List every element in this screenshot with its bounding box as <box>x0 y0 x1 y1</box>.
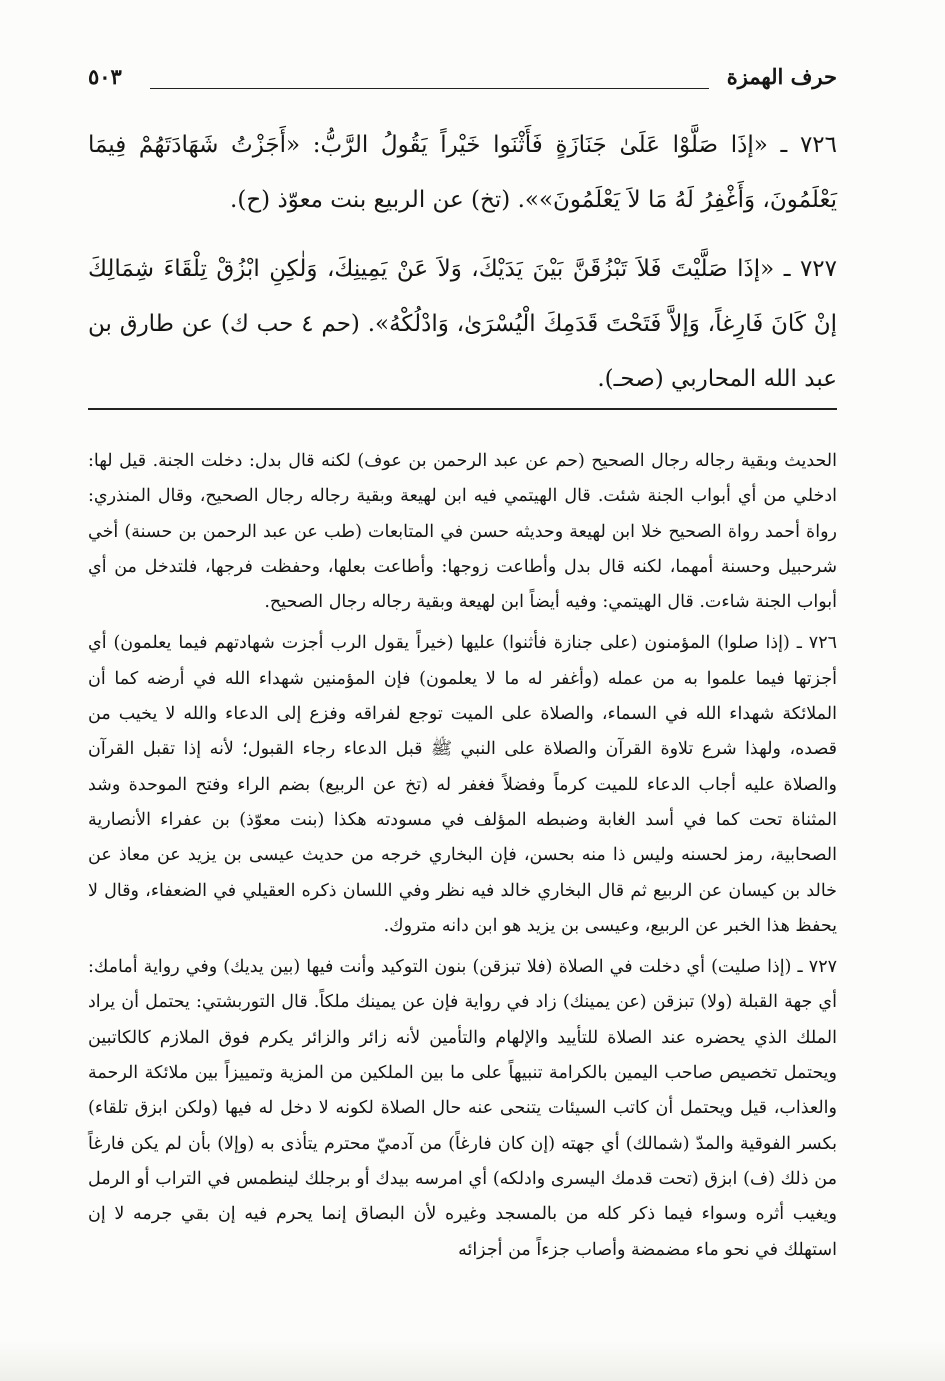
hadith-726: ٧٢٦ ـ «إذَا صَلَّوْا عَلَىٰ جَنَازَةٍ فَأَثْنَوا خَيْراً يَقُولُ الرَّبُّ: «أَجَزْتُ شَهَادَتَهُمْ فِيمَا يَعْلَمُونَ، وَأَغْفِرُ لَهُ مَا لاَ يَعْلَمُونَ»». (تخ) عن الربيع بنت معوّذ (ح). <box>88 132 837 213</box>
scan-bottom-edge <box>0 1341 945 1381</box>
hadith-727: ٧٢٧ ـ «إذَا صَلَّيْتَ فَلاَ تَبْزُقَنَّ بَيْنَ يَدَيْكَ، وَلاَ عَنْ يَمِينِكَ، وَلٰكِنِ ابْزُقْ تِلْقَاءَ شِمَالِكَ إنْ كَانَ فَارِغاً، وَإلاَّ فَتَحْتَ قَدَمِكَ الْيُسْرَىٰ، وَادْلُكْهُ». (حم ٤ حب ك) عن طارق بن عبد الله المحاربي (صحـ). <box>88 256 837 392</box>
commentary <box>88 444 837 1274</box>
commentary-paragraph-727: ٧٢٧ ـ (إذا صليت) أي دخلت في الصلاة (فلا تبزقن) بنون التوكيد وأنت فيها (بين يديك) وفي رواية أمامك: أي جهة القبلة (ولا) تبزقن (عن يمينك) زاد في رواية فإن عن يمينك ملكاً. قال التوربشتي: يحتمل أن يراد الملك الذي يحضره عند الصلاة للتأييد والإلهام والتأمين لأنه زائر والزائر يكرم فوق الملازم كالكاتبين ويحتمل تخصيص صاحب اليمين بالكرامة تنبيهاً على ما بين الملكين من المزية وتمييزاً بين ملائكة الرحمة والعذاب، قيل ويحتمل أن كاتب السيئات يتنحى عنه حال الصلاة لكونه لا دخل له فيها (ولكن ابزق تلقاء) بكسر الفوقية والمدّ (شمالك) أي جهته (إن كان فارغاً) من آدميّ محترم يتأذى به (وإلا) بأن لم يكن فارغاً من ذلك (ف) ابزق (تحت قدمك اليسرى وادلكه) أي امرسه بيدك أو برجلك لينطمس في التراب أو الرمل ويغيب أثره وسواء فيما ذكر كله من بالمسجد وغيره لأن البصاق إنما يحرم فيه إن بقي جرمه لا إن استهلك في نحو ماء مضمضة وأصاب جزءاً من أجزائه <box>88 957 837 1260</box>
footnote-separator <box>88 408 837 410</box>
commentary-paragraph: الحديث وبقية رجاله رجال الصحيح (حم عن عبد الرحمن بن عوف) لكنه قال بدل: دخلت الجنة. قيل لها: ادخلي من أي أبواب الجنة شئت. قال الهيتمي فيه ابن لهيعة وبقية رجاله رجال الصحيح، وقال المنذري: رواة أحمد رواة الصحيح خلا ابن لهيعة وحديثه حسن في المتابعات (طب عن عبد الرحمن بن حسنة) أخي شرحبيل وحسنة أمهما، لكنه قال بدل وأطاعت زوجها: وأطاعت بعلها، وحفظت فرجها، فلتدخل من أي أبواب الجنة شاءت. قال الهيتمي: وفيه أيضاً ابن لهيعة وبقية رجاله رجال الصحيح. <box>88 451 837 613</box>
page-number: ٥٠٣ <box>88 64 122 89</box>
running-title: حرف الهمزة <box>726 64 837 89</box>
page-header <box>88 62 837 98</box>
header-rule <box>150 88 709 89</box>
main-text <box>88 118 837 421</box>
commentary-paragraph-726: ٧٢٦ ـ (إذا صلوا) المؤمنون (على جنازة فأثنوا) عليها (خيراً يقول الرب أجزت شهادتهم فيما يعلمون) أي أجزتها فيما علموا به من عمله (وأغفر له ما لا يعلمون) فإن المؤمنين شهداء الله في أرضه كما أن الملائكة شهداء الله في السماء، والصلاة على الميت توجع لفراقه وفزع إلى الدعاء والله لا يخيب من قصده، ولهذا شرع تلاوة القرآن والصلاة على النبي ﷺ قبل الدعاء رجاء القبول؛ لأنه إذا تقبل القرآن والصلاة عليه أجاب الدعاء للميت كرماً وفضلاً فغفر له (تخ عن الربيع) بضم الراء وفتح الموحدة وشد المثناة تحت كما في أسد الغابة وضبطه المؤلف في مسودته هكذا (بنت معوّذ) بن عفراء الأنصارية الصحابية، رمز لحسنه وليس ذا منه بحسن، فإن البخاري خرجه من حديث عيسى بن يزيد عن معاذ عن خالد بن كيسان عن الربيع ثم قال البخاري خالد فيه نظر وفي اللسان ذكره العقيلي في الضعفاء، وقال لا يحفظ هذا الخبر عن الربيع، وعيسى بن يزيد هو ابن دانه متروك. <box>88 633 837 936</box>
